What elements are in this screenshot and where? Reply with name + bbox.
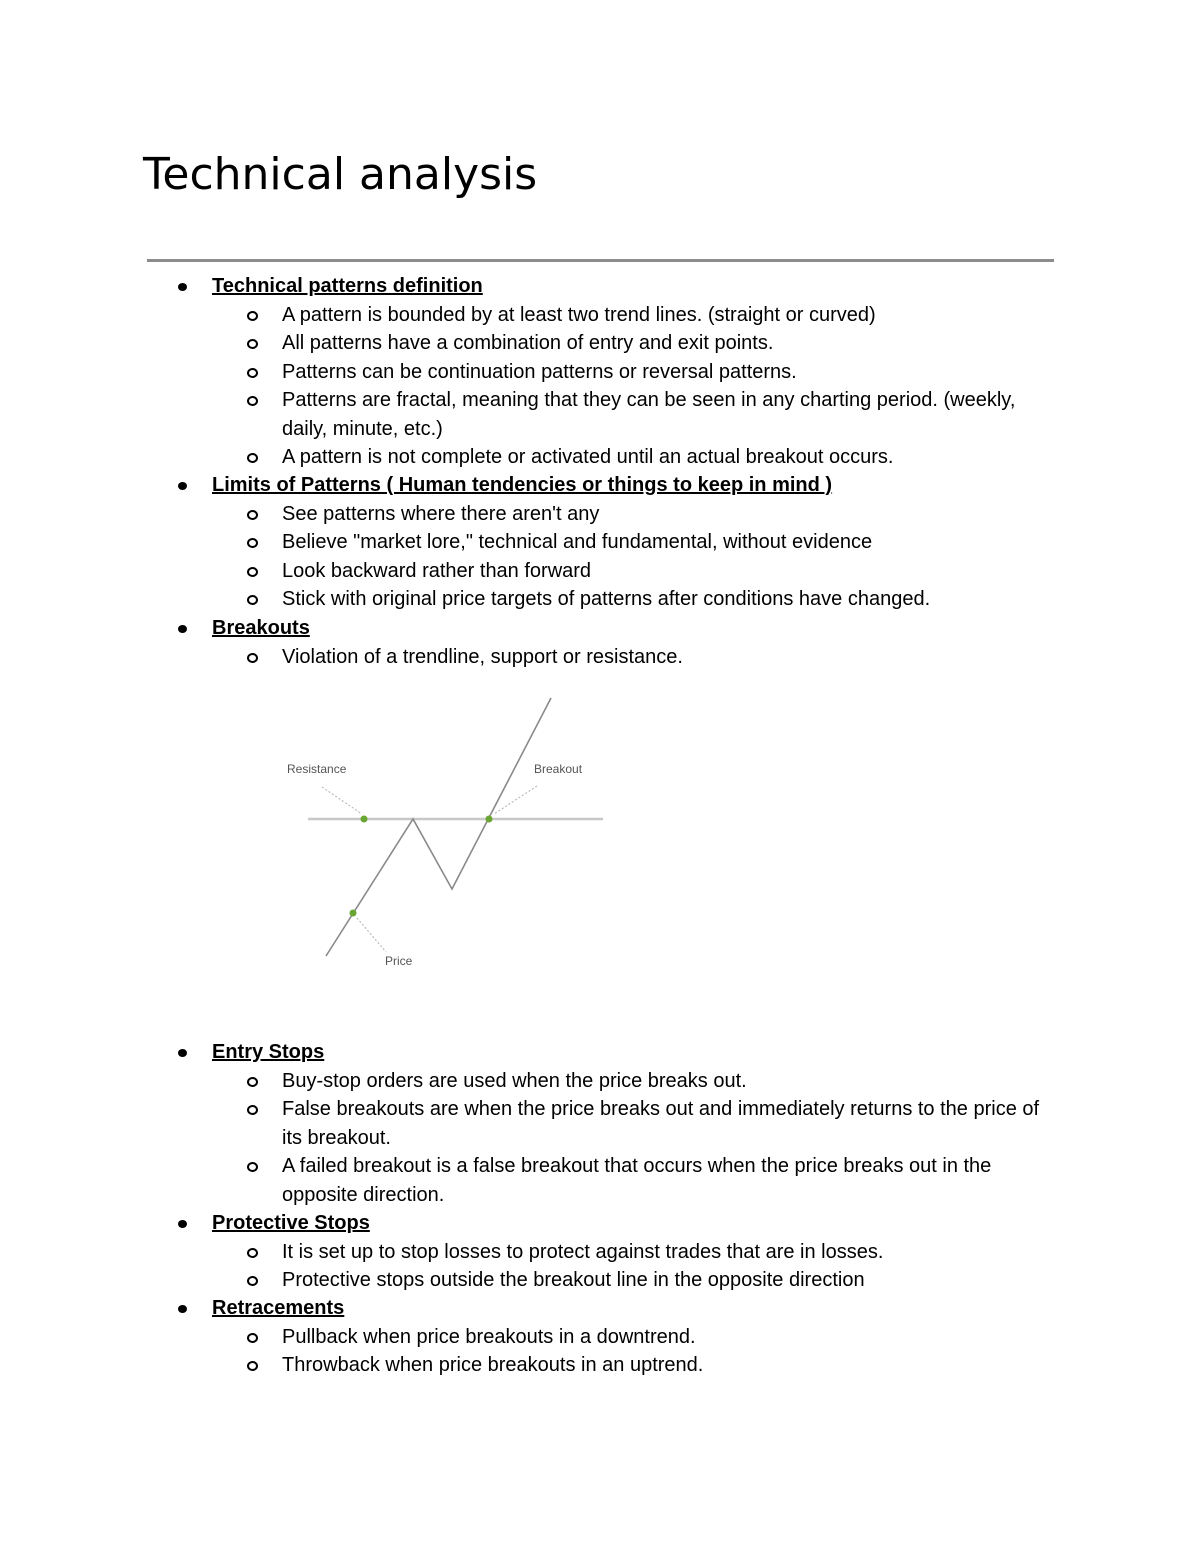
list-item [0,1351,1062,1380]
bullet-icon [178,1049,187,1057]
section-retracements [0,1294,1200,1380]
list-item-text: A failed breakout is a false breakout that occurs when the price breaks out in the opposite direction. [282,1155,992,1206]
breakout-diagram-svg [280,690,620,980]
list-item-text: False breakouts are when the price breaks out and immediately returns to the price of its breakout. [282,1098,1040,1149]
list-item [0,358,1062,387]
list-item [0,585,1062,614]
heading-text: Technical patterns definition [212,275,483,297]
section-heading [0,1038,1200,1067]
section-entry-stops [0,1038,1200,1209]
list-item [0,1152,1062,1209]
sub-list [0,1238,1200,1295]
list-item [0,1266,1062,1295]
bullet-icon [178,1220,187,1228]
hollow-bullet-icon [247,1248,258,1258]
list-item-text: Protective stops outside the breakout line in the opposite direction [282,1269,865,1291]
price-label: Price [385,954,413,968]
breakout-leader-line [494,786,537,814]
hollow-bullet-icon [247,1105,258,1115]
list-item [0,443,1062,472]
section-heading [0,1209,1200,1238]
section-heading [0,614,1200,643]
hollow-bullet-icon [247,339,258,349]
sub-list [0,1323,1200,1380]
hollow-bullet-icon [247,567,258,577]
list-item-text: Buy-stop orders are used when the price breaks out. [282,1069,747,1092]
hollow-bullet-icon [247,538,258,548]
hollow-bullet-icon [247,1333,258,1343]
hollow-bullet-icon [247,1077,258,1087]
list-item-text: Patterns can be continuation patterns or reversal patterns. [282,360,797,383]
list-item-text: A pattern is bounded by at least two trend lines. (straight or curved) [282,303,876,326]
section-technical-patterns-definition [0,272,1200,472]
section-breakouts [0,614,1200,671]
list-item [0,386,1062,443]
hollow-bullet-icon [247,653,258,663]
page-title: Technical analysis [143,149,538,200]
hollow-bullet-icon [247,595,258,605]
list-item-text: A pattern is not complete or activated until an actual breakout occurs. [282,446,894,468]
list-item-text: Throwback when price breakouts in an uptrend. [282,1354,704,1376]
list-item [0,1067,1062,1096]
sub-list [0,1067,1200,1210]
section-heading [0,1294,1200,1323]
bullet-icon [178,625,187,633]
heading-text: Breakouts [212,617,310,639]
list-item-text: Pullback when price breakouts in a downtrend. [282,1325,696,1348]
list-item [0,643,1062,672]
hollow-bullet-icon [247,1162,258,1172]
list-item-text: Look backward rather than forward [282,559,592,582]
bullet-icon [178,283,187,291]
hollow-bullet-icon [247,510,258,520]
sub-list [0,500,1200,614]
heading-text: Protective Stops [212,1212,370,1234]
list-item [0,1238,1062,1267]
list-item-text: Believe "market lore," technical and fundamental, without evidence [282,531,873,553]
heading-text: Entry Stops [212,1041,325,1063]
list-item [0,500,1062,529]
list-item-text: All patterns have a combination of entry and exit points. [282,332,774,354]
list-item [0,1323,1062,1352]
hollow-bullet-icon [247,368,258,378]
price-marker [350,910,357,917]
price-leader-line [357,918,386,952]
list-item [0,557,1062,586]
list-item [0,329,1062,358]
list-item-text: See patterns where there aren't any [282,502,600,525]
section-limits-of-patterns [0,471,1200,614]
list-item-text: Violation of a trendline, support or resistance. [282,645,683,668]
heading-text: Retracements [212,1297,345,1319]
list-item [0,1095,1062,1152]
price-line [326,698,551,956]
list-item-text: Stick with original price targets of patterns after conditions have changed. [282,588,931,610]
list-item [0,301,1062,330]
hollow-bullet-icon [247,311,258,321]
hollow-bullet-icon [247,1276,258,1286]
section-heading [0,272,1200,301]
list-item-text: Patterns are fractal, meaning that they can be seen in any charting period. (weekly, daily, minute, etc.) [282,389,1016,440]
resistance-leader-line [322,787,362,814]
title-divider [147,259,1054,262]
section-protective-stops [0,1209,1200,1295]
hollow-bullet-icon [247,1361,258,1371]
list-item [0,528,1062,557]
list-item-text: It is set up to stop losses to protect against trades that are in losses. [282,1240,884,1263]
breakout-label: Breakout [534,762,583,776]
hollow-bullet-icon [247,396,258,406]
hollow-bullet-icon [247,453,258,463]
section-heading [0,471,1200,500]
bullet-icon [178,1305,187,1313]
bullet-icon [178,482,187,490]
resistance-label: Resistance [287,762,347,776]
sub-list [0,301,1200,472]
heading-text: Limits of Patterns ( Human tendencies or things to keep in mind ) [212,474,833,496]
breakout-marker [486,816,493,823]
breakout-diagram [280,690,620,980]
sub-list [0,643,1200,672]
resistance-marker [361,816,368,823]
